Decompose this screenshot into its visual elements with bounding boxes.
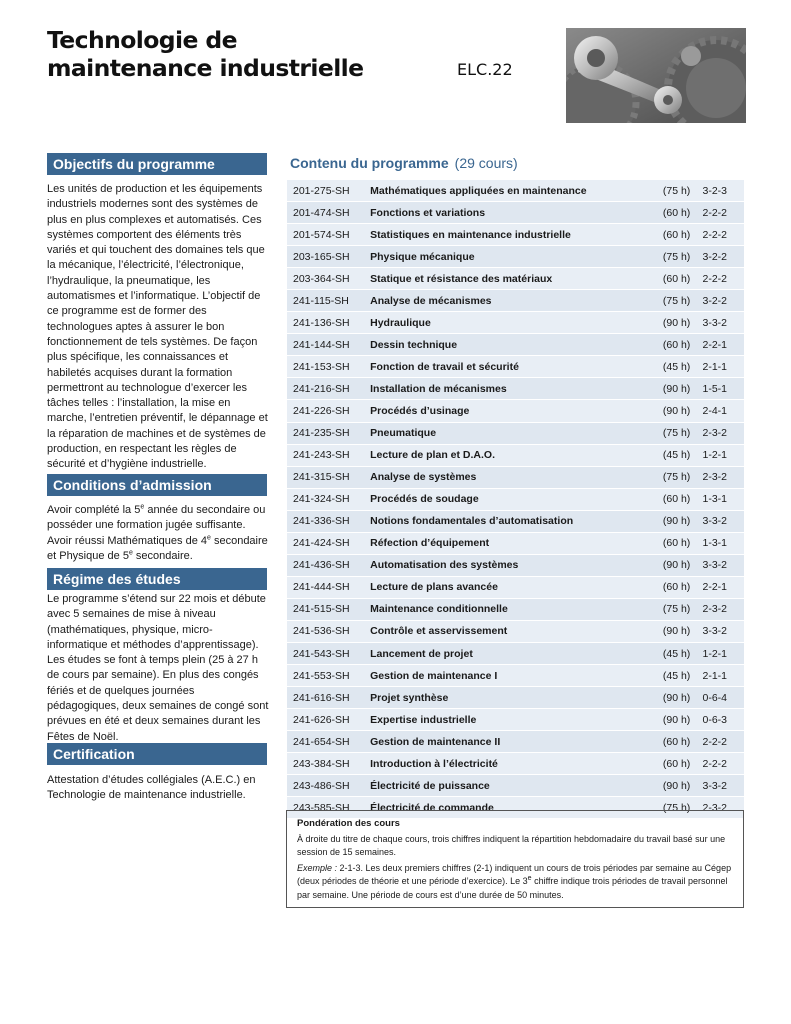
- course-ponderation: 2-2-2: [702, 202, 744, 224]
- course-ponderation: 1-5-1: [702, 378, 744, 400]
- course-ponderation: 3-2-2: [702, 246, 744, 268]
- course-title: Automatisation des systèmes: [370, 554, 663, 576]
- course-ponderation: 2-1-1: [702, 356, 744, 378]
- table-row: [287, 202, 744, 224]
- course-hours: (60 h): [663, 224, 703, 246]
- course-code: 201-275-SH: [287, 180, 370, 202]
- course-code: 243-486-SH: [287, 775, 370, 797]
- course-ponderation: 3-3-2: [702, 554, 744, 576]
- course-title: Contrôle et asservissement: [370, 620, 663, 642]
- course-code: 241-235-SH: [287, 422, 370, 444]
- table-row: [287, 466, 744, 488]
- page-title-line1: Technologie de: [47, 26, 237, 54]
- course-ponderation: 1-2-1: [702, 444, 744, 466]
- course-code: 241-536-SH: [287, 620, 370, 642]
- course-hours: (60 h): [663, 488, 703, 510]
- course-code: 241-216-SH: [287, 378, 370, 400]
- table-row: [287, 444, 744, 466]
- table-row: [287, 334, 744, 356]
- course-code: 241-243-SH: [287, 444, 370, 466]
- course-ponderation: 3-2-3: [702, 180, 744, 202]
- course-hours: (75 h): [663, 598, 703, 620]
- course-code: 241-654-SH: [287, 731, 370, 753]
- table-row: [287, 356, 744, 378]
- course-ponderation: 1-3-1: [702, 532, 744, 554]
- course-ponderation: 3-2-2: [702, 290, 744, 312]
- table-row: [287, 400, 744, 422]
- course-hours: (90 h): [663, 312, 703, 334]
- course-title: Statistiques en maintenance industrielle: [370, 224, 663, 246]
- course-code: 241-424-SH: [287, 532, 370, 554]
- course-table: [287, 180, 744, 819]
- conditions-line2: Avoir réussi Mathématiques de 4e secondaire et Physique de 5e secondaire.: [47, 533, 268, 562]
- course-title: Maintenance conditionnelle: [370, 598, 663, 620]
- contenu-title: Contenu du programme: [290, 155, 449, 171]
- objectifs-paragraph: Les unités de production et les équipements industriels modernes sont des systèmes de plus en plus complexes et automatisés. Ces systèmes comportent des éléments très variés et qui touchent des domaines tels que la mécanique, l’électricité, l’électronique, l’hydraulique, la pneumatique, les automatismes et l’informatique. L’objectif de ce programme est de former des technologues aptes à assurer le bon fonctionnement de tels systèmes. De façon plus spécifique, les connaissances et habiletés acquises durant la formation permettront au technologue d’exercer les tâches telles : l’installation, la mise en marche, l’entretien préventif, le dépannage et la réparation de machines et de systèmes de production, en respectant les règles de sécurité et d’hygiène industrielle.: [47, 183, 268, 471]
- course-title: Fonctions et variations: [370, 202, 663, 224]
- course-hours: (60 h): [663, 334, 703, 356]
- course-title: Lecture de plan et D.A.O.: [370, 444, 663, 466]
- table-row: [287, 488, 744, 510]
- table-row: [287, 532, 744, 554]
- course-hours: (75 h): [663, 180, 703, 202]
- table-row: [287, 180, 744, 202]
- course-ponderation: 2-2-2: [702, 753, 744, 775]
- course-title: Physique mécanique: [370, 246, 663, 268]
- table-row: [287, 246, 744, 268]
- table-row: [287, 576, 744, 598]
- course-hours: (75 h): [663, 290, 703, 312]
- course-hours: (45 h): [663, 665, 703, 687]
- course-code: 203-364-SH: [287, 268, 370, 290]
- course-hours: (90 h): [663, 775, 703, 797]
- course-code: 241-226-SH: [287, 400, 370, 422]
- table-row: [287, 665, 744, 687]
- course-code: 243-585-SH: [287, 797, 370, 819]
- course-title: Expertise industrielle: [370, 709, 663, 731]
- regime-paragraph: Le programme s’étend sur 22 mois et débute avec 5 semaines de mise à niveau (mathématiques, physique, micro-informatique et méthodes d’apprentissage). Les études se font à temps plein (25 à 27 h de cours par semaine). En plus des congés fériés et de quelques journées pédagogiques, deux semaines de congé sont prévues en été et deux semaines durant les Fêtes de Noël.: [47, 593, 269, 743]
- table-row: [287, 268, 744, 290]
- course-ponderation: 1-2-1: [702, 642, 744, 664]
- course-ponderation: 3-3-2: [702, 312, 744, 334]
- conditions-text: [47, 503, 269, 564]
- table-row: [287, 642, 744, 664]
- regime-heading: Régime des études: [47, 568, 267, 590]
- course-ponderation: 2-3-2: [702, 797, 744, 819]
- table-row: [287, 775, 744, 797]
- course-title: Dessin technique: [370, 334, 663, 356]
- course-count: (29 cours): [454, 155, 518, 171]
- course-hours: (45 h): [663, 642, 703, 664]
- regime-text: [47, 592, 269, 745]
- course-title: Lancement de projet: [370, 642, 663, 664]
- course-title: Électricité de puissance: [370, 775, 663, 797]
- course-code: 241-324-SH: [287, 488, 370, 510]
- course-ponderation: 2-2-2: [702, 268, 744, 290]
- course-title: Lecture de plans avancée: [370, 576, 663, 598]
- table-row: [287, 224, 744, 246]
- course-title: Installation de mécanismes: [370, 378, 663, 400]
- course-hours: (90 h): [663, 687, 703, 709]
- course-ponderation: 0-6-3: [702, 709, 744, 731]
- table-row: [287, 598, 744, 620]
- course-code: 241-444-SH: [287, 576, 370, 598]
- course-title: Gestion de maintenance II: [370, 731, 663, 753]
- course-ponderation: 3-3-2: [702, 510, 744, 532]
- objectifs-heading: Objectifs du programme: [47, 153, 267, 175]
- course-ponderation: 2-3-2: [702, 466, 744, 488]
- course-title: Réfection d’équipement: [370, 532, 663, 554]
- ponderation-example: Exemple : 2-1-3. Les deux premiers chiffres (2-1) indiquent un cours de trois périodes par semaine au Cégep (deux périodes de théorie et une période d’exercice). Le 3e chiffre indique trois périodes de travail personnel par semaine. Une période de cours est d’une durée de 50 minutes.: [297, 862, 732, 900]
- table-row: [287, 620, 744, 642]
- course-title: Notions fondamentales d’automatisation: [370, 510, 663, 532]
- course-ponderation: 2-3-2: [702, 422, 744, 444]
- course-title: Analyse de systèmes: [370, 466, 663, 488]
- table-row: [287, 312, 744, 334]
- course-code: 241-543-SH: [287, 642, 370, 664]
- course-code: 201-574-SH: [287, 224, 370, 246]
- course-ponderation: 3-3-2: [702, 620, 744, 642]
- certification-paragraph: Attestation d’études collégiales (A.E.C.) en Technologie de maintenance industrielle.: [47, 774, 256, 802]
- course-code: 241-153-SH: [287, 356, 370, 378]
- table-row: [287, 731, 744, 753]
- table-row: [287, 290, 744, 312]
- course-title: Introduction à l’électricité: [370, 753, 663, 775]
- course-code: 241-553-SH: [287, 665, 370, 687]
- course-hours: (60 h): [663, 268, 703, 290]
- conditions-heading: Conditions d’admission: [47, 474, 267, 496]
- course-hours: (90 h): [663, 378, 703, 400]
- course-title: Analyse de mécanismes: [370, 290, 663, 312]
- course-hours: (90 h): [663, 554, 703, 576]
- objectifs-text: [47, 182, 269, 473]
- table-row: [287, 753, 744, 775]
- course-hours: (45 h): [663, 444, 703, 466]
- course-hours: (60 h): [663, 753, 703, 775]
- table-row: [287, 687, 744, 709]
- gears-icon: [566, 28, 746, 123]
- course-ponderation: 0-6-4: [702, 687, 744, 709]
- course-title: Statique et résistance des matériaux: [370, 268, 663, 290]
- course-code: 241-436-SH: [287, 554, 370, 576]
- course-ponderation: 2-2-1: [702, 576, 744, 598]
- table-row: [287, 554, 744, 576]
- course-title: Électricité de commande: [370, 797, 663, 819]
- course-title: Procédés de soudage: [370, 488, 663, 510]
- course-ponderation: 2-2-1: [702, 334, 744, 356]
- contenu-heading: [290, 155, 518, 171]
- course-hours: (60 h): [663, 731, 703, 753]
- course-title: Procédés d’usinage: [370, 400, 663, 422]
- course-hours: (90 h): [663, 510, 703, 532]
- course-hours: (90 h): [663, 400, 703, 422]
- course-hours: (45 h): [663, 356, 703, 378]
- ponderation-box: [286, 810, 744, 908]
- course-hours: (75 h): [663, 422, 703, 444]
- certification-heading: Certification: [47, 743, 267, 765]
- conditions-line1: Avoir complété la 5e année du secondaire ou posséder une formation jugée suffisante.: [47, 503, 266, 532]
- course-code: 241-115-SH: [287, 290, 370, 312]
- table-row: [287, 422, 744, 444]
- course-ponderation: 2-2-2: [702, 731, 744, 753]
- course-title: Pneumatique: [370, 422, 663, 444]
- course-code: 201-474-SH: [287, 202, 370, 224]
- ponderation-text: À droite du titre de chaque cours, trois chiffres indiquent la répartition hebdomadaire du travail basé sur une session de 15 semaines.: [297, 833, 726, 857]
- table-row: [287, 709, 744, 731]
- course-ponderation: 2-1-1: [702, 665, 744, 687]
- course-title: Mathématiques appliquées en maintenance: [370, 180, 663, 202]
- course-code: 241-626-SH: [287, 709, 370, 731]
- course-ponderation: 1-3-1: [702, 488, 744, 510]
- table-row: [287, 510, 744, 532]
- course-ponderation: 2-3-2: [702, 598, 744, 620]
- course-ponderation: 2-2-2: [702, 224, 744, 246]
- program-code: ELC.22: [457, 60, 513, 79]
- ponderation-title: Pondération des cours: [297, 818, 400, 829]
- course-ponderation: 2-4-1: [702, 400, 744, 422]
- course-title: Hydraulique: [370, 312, 663, 334]
- table-row: [287, 378, 744, 400]
- course-hours: (60 h): [663, 202, 703, 224]
- course-code: 203-165-SH: [287, 246, 370, 268]
- course-hours: (90 h): [663, 620, 703, 642]
- course-code: 241-144-SH: [287, 334, 370, 356]
- course-title: Gestion de maintenance I: [370, 665, 663, 687]
- course-hours: (60 h): [663, 576, 703, 598]
- course-hours: (75 h): [663, 466, 703, 488]
- course-hours: (90 h): [663, 709, 703, 731]
- course-code: 243-384-SH: [287, 753, 370, 775]
- course-hours: (60 h): [663, 532, 703, 554]
- course-code: 241-136-SH: [287, 312, 370, 334]
- course-code: 241-336-SH: [287, 510, 370, 532]
- page-title-line2: maintenance industrielle: [47, 54, 364, 82]
- course-hours: (75 h): [663, 797, 703, 819]
- course-code: 241-315-SH: [287, 466, 370, 488]
- certification-text: [47, 773, 269, 804]
- course-code: 241-515-SH: [287, 598, 370, 620]
- course-code: 241-616-SH: [287, 687, 370, 709]
- page-title: [47, 26, 363, 82]
- course-title: Projet synthèse: [370, 687, 663, 709]
- course-ponderation: 3-3-2: [702, 775, 744, 797]
- course-hours: (75 h): [663, 246, 703, 268]
- course-title: Fonction de travail et sécurité: [370, 356, 663, 378]
